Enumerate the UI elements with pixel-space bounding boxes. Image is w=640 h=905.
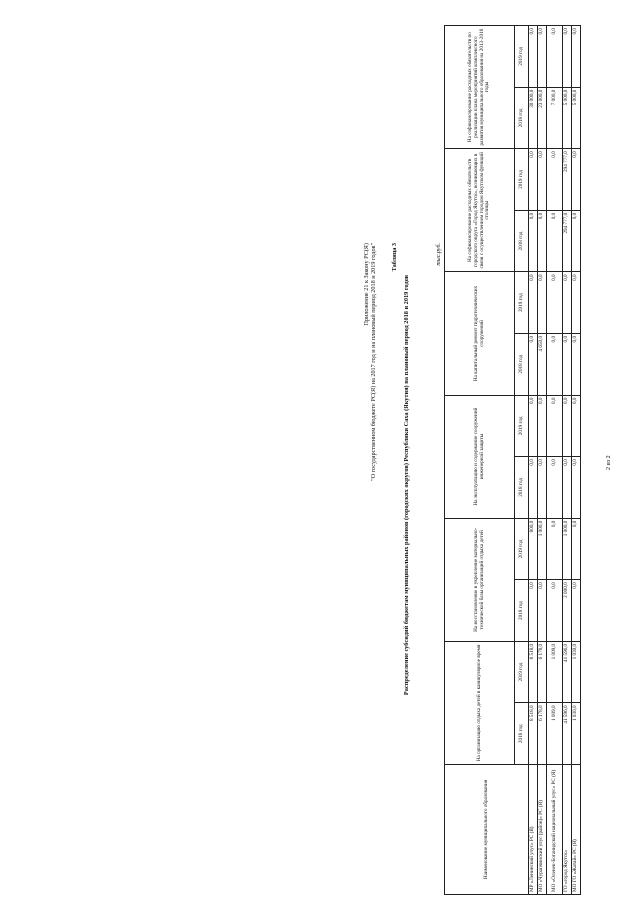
table-cell: 0,0 (572, 457, 581, 519)
table-cell: 1 000,0 (538, 518, 547, 580)
table-row (529, 26, 538, 895)
table-row (538, 26, 547, 895)
table-cell: 0,0 (572, 580, 581, 642)
table-cell: 0,0 (547, 149, 563, 211)
table-cell: 0,0 (529, 210, 538, 272)
table-cell: 0,0 (563, 395, 572, 457)
table-cell: 1 030,0 (572, 703, 581, 765)
group-header: На эксплуатацию и содержание сооружений инженерной защиты (445, 395, 515, 518)
year-header: 2019 год (515, 149, 529, 211)
table-cell: 0,0 (538, 395, 547, 457)
group-header: На софинансирование расходных обязательств по реализации плана мероприятий комплексного развития муниципального образования на 2013-2018 годы (445, 26, 515, 149)
year-header: 2018 год (515, 580, 529, 642)
table-cell: 0,0 (572, 26, 581, 88)
table-cell: 0,0 (529, 149, 538, 211)
table-cell: 4 650,0 (538, 333, 547, 395)
group-header: На восстановление и укрепление материально-технической базы организаций отдыха детей (445, 518, 515, 641)
year-header: 2019 год (515, 395, 529, 457)
year-header: 2018 год (515, 210, 529, 272)
table-cell: 0,0 (572, 272, 581, 334)
table-cell: 0,0 (547, 518, 563, 580)
table-cell: 0,0 (529, 26, 538, 88)
table-cell: 0,0 (572, 395, 581, 457)
table-cell: 0,0 (572, 333, 581, 395)
table-cell: 1 030,0 (572, 641, 581, 703)
table-cell: 0,0 (529, 580, 538, 642)
table-cell: 0,0 (547, 210, 563, 272)
table-cell: 0,0 (538, 272, 547, 334)
table-cell: 7 000,0 (547, 87, 563, 149)
table-cell: 0,0 (547, 457, 563, 519)
table-cell: 0,0 (529, 272, 538, 334)
table-cell: 41 596,0 (563, 641, 572, 703)
table-cell: 8 518,0 (529, 703, 538, 765)
year-header: 2018 год (515, 333, 529, 395)
table-cell: 2 000,0 (563, 580, 572, 642)
table-cell: 0,0 (547, 272, 563, 334)
table-cell: 0,0 (563, 26, 572, 88)
municipality-name: МР «Ленинский улус» РС (Я) (529, 765, 538, 895)
table-cell: 5 000,0 (563, 87, 572, 149)
municipality-name: МО «Оленек-Боганидский национальный улус» РС (Я) (547, 765, 563, 895)
page-number: 2 из 2 (606, 455, 612, 470)
table-row (572, 26, 581, 895)
table-cell: 0,0 (538, 580, 547, 642)
year-header: 2019 год (515, 272, 529, 334)
table-cell: 0,0 (529, 457, 538, 519)
municipality-name: ГО «город Якутск» (563, 765, 572, 895)
table-cell: 294 777,0 (563, 210, 572, 272)
table-cell: 0,0 (572, 149, 581, 211)
table-cell: 23 000,0 (538, 87, 547, 149)
table-cell: 0,0 (538, 149, 547, 211)
table-row (547, 26, 563, 895)
unit-label: тыс.руб. (436, 243, 442, 266)
table-cell: 0,0 (538, 457, 547, 519)
year-header: 2018 год (515, 703, 529, 765)
subsidy-table (444, 25, 581, 895)
document-title: Распределение субсидий бюджетам муниципальных районов (городских округов) Республики Саха (Якутия) на плановый период 2018 и 2019 годов (403, 274, 410, 696)
table-cell: 6 178,0 (538, 641, 547, 703)
group-header: На капитальный ремонт гидротехнических сооружений (445, 272, 515, 395)
table-cell: 0,0 (563, 457, 572, 519)
group-header: На софинансирование расходных обязательств городского округа «Город Якутск», возникающих в связи с осуществлением городом Якутском функций столицы (445, 149, 515, 272)
table-cell: 0,0 (563, 333, 572, 395)
appendix-line-2: "О государственном бюджете РС(Я) на 2017 год и на плановый период 2018 и 2019 годов" (369, 243, 377, 481)
group-header: На организацию отдыха детей в каникулярное время (445, 641, 515, 764)
year-header: 2018 год (515, 87, 529, 149)
table-cell: 0,0 (547, 333, 563, 395)
table-cell: 0,0 (547, 580, 563, 642)
year-header: 2018 год (515, 457, 529, 519)
municipality-name: МО «Чурапчинский улус (район)» РС (Я) (538, 765, 547, 895)
table-cell: 0,0 (572, 518, 581, 580)
table-cell: 41 596,0 (563, 703, 572, 765)
year-header: 2019 год (515, 26, 529, 88)
year-header: 2019 год (515, 641, 529, 703)
table-cell: 0,0 (547, 26, 563, 88)
table-cell: 0,0 (572, 210, 581, 272)
appendix-line-1: Приложение 21 к Закону РС(Я) (363, 243, 370, 326)
document-page (182, 25, 622, 895)
table-cell: 0,0 (538, 26, 547, 88)
table-row (563, 26, 572, 895)
table-cell: 800,0 (529, 518, 538, 580)
table-cell: 0,0 (529, 395, 538, 457)
table-cell: 5 000,0 (572, 87, 581, 149)
year-header: 2019 год (515, 518, 529, 580)
table-cell: 30 000,0 (529, 87, 538, 149)
table-cell: 6 178,0 (538, 703, 547, 765)
table-number: Таблица 3 (391, 243, 398, 272)
table-cell: 0,0 (547, 395, 563, 457)
table-cell: 1 000,0 (563, 518, 572, 580)
name-column-header: Наименование муниципального образования (445, 765, 529, 895)
table-cell: 0,0 (538, 210, 547, 272)
municipality-name: МО ГО «Жатай» РС (Я) (572, 765, 581, 895)
table-cell: 0,0 (563, 272, 572, 334)
table-cell: 1 009,0 (547, 703, 563, 765)
table-cell: 1 009,0 (547, 641, 563, 703)
table-cell: 0,0 (529, 333, 538, 395)
table-cell: 294 777,0 (563, 149, 572, 211)
table-cell: 8 518,0 (529, 641, 538, 703)
appendix-note (364, 243, 377, 623)
